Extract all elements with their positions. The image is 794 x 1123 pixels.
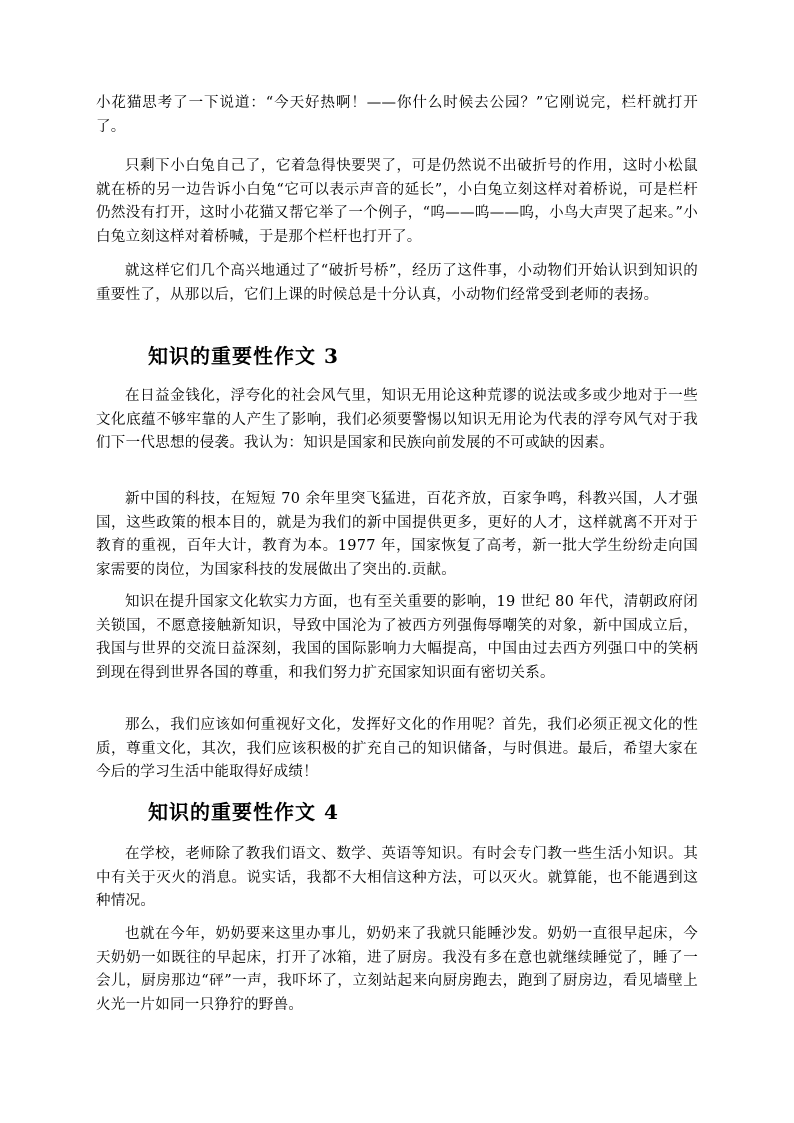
paragraph-8: 在学校，老师除了教我们语文、数学、英语等知识。有时会专门教一些生活小知识。其中有关于灭火的消息。说实话，我都不大相信这种方法，可以灭火。就算能，也不能遇到这种情况。 [96,846,698,909]
section-heading-3: 知识的重要性作文 3 [148,344,339,368]
paragraph-7: 那么，我们应该如何重视好文化，发挥好文化的作用呢？首先，我们必须正视文化的性质，尊重文化，其次，我们应该积极的扩充自己的知识储备，与时俱进。最后，希望大家在今后的学习生活中能取得好成绩！ [96,717,698,780]
paragraph-4: 在日益金钱化，浮夸化的社会风气里，知识无用论这种荒谬的说法或多或少地对于一些文化底蕴不够牢靠的人产生了影响，我们必须要警惕以知识无用论为代表的浮夸风气对于我们下一代思想的侵袭。我认为：知识是国家和民族向前发展的不可或缺的因素。 [96,388,698,451]
paragraph-9: 也就在今年，奶奶要来这里办事儿，奶奶来了我就只能睡沙发。奶奶一直很早起床，今天奶奶一如既往的早起床，打开了冰箱，进了厨房。我没有多在意也就继续睡觉了，睡了一会儿，厨房那边“砰”一声，我吓坏了，立刻站起来向厨房跑去，跑到了厨房边，看见墙壁上火光一片如同一只狰狞的野兽。 [96,926,698,1013]
paragraph-3: 就这样它们几个高兴地通过了“破折号桥”，经历了这件事，小动物们开始认识到知识的重要性了，从那以后，它们上课的时候总是十分认真，小动物们经常受到老师的表扬。 [96,263,698,303]
paragraph-1: 小花猫思考了一下说道：“今天好热啊！——你什么时候去公园？”它刚说完，栏杆就打开了。 [96,95,698,135]
paragraph-2: 只剩下小白兔自己了，它着急得快要哭了，可是仍然说不出破折号的作用，这时小松鼠就在桥的另一边告诉小白兔“它可以表示声音的延长”，小白兔立刻这样对着桥说，可是栏杆仍然没有打开，这时小花猫又帮它举了一个例子，“呜——呜——呜，小鸟大声哭了起来。”小白兔立刻这样对着桥喊，于是那个栏杆也打开了。 [96,158,698,245]
section-heading-4: 知识的重要性作文 4 [148,800,339,824]
paragraph-6: 知识在提升国家文化软实力方面，也有至关重要的影响，19 世纪 80 年代，清朝政府闭关锁国，不愿意接触新知识，导致中国沦为了被西方列强侮辱嘲笑的对象，新中国成立后，我国与世界的交流日益深刻，我国的国际影响力大幅提高，中国由过去西方列强口中的笑柄到现在得到世界各国的尊重，和我们努力扩充国家知识面有密切关系。 [96,594,698,681]
paragraph-5: 新中国的科技，在短短 70 余年里突飞猛进，百花齐放，百家争鸣，科教兴国，人才强国，这些政策的根本目的，就是为我们的新中国提供更多，更好的人才，这样就离不开对于教育的重视，百年大计，教育为本。1977 年，国家恢复了高考，新一批大学生纷纷走向国家需要的岗位，为国家科技的发展做出了突出的.贡献。 [96,491,698,578]
